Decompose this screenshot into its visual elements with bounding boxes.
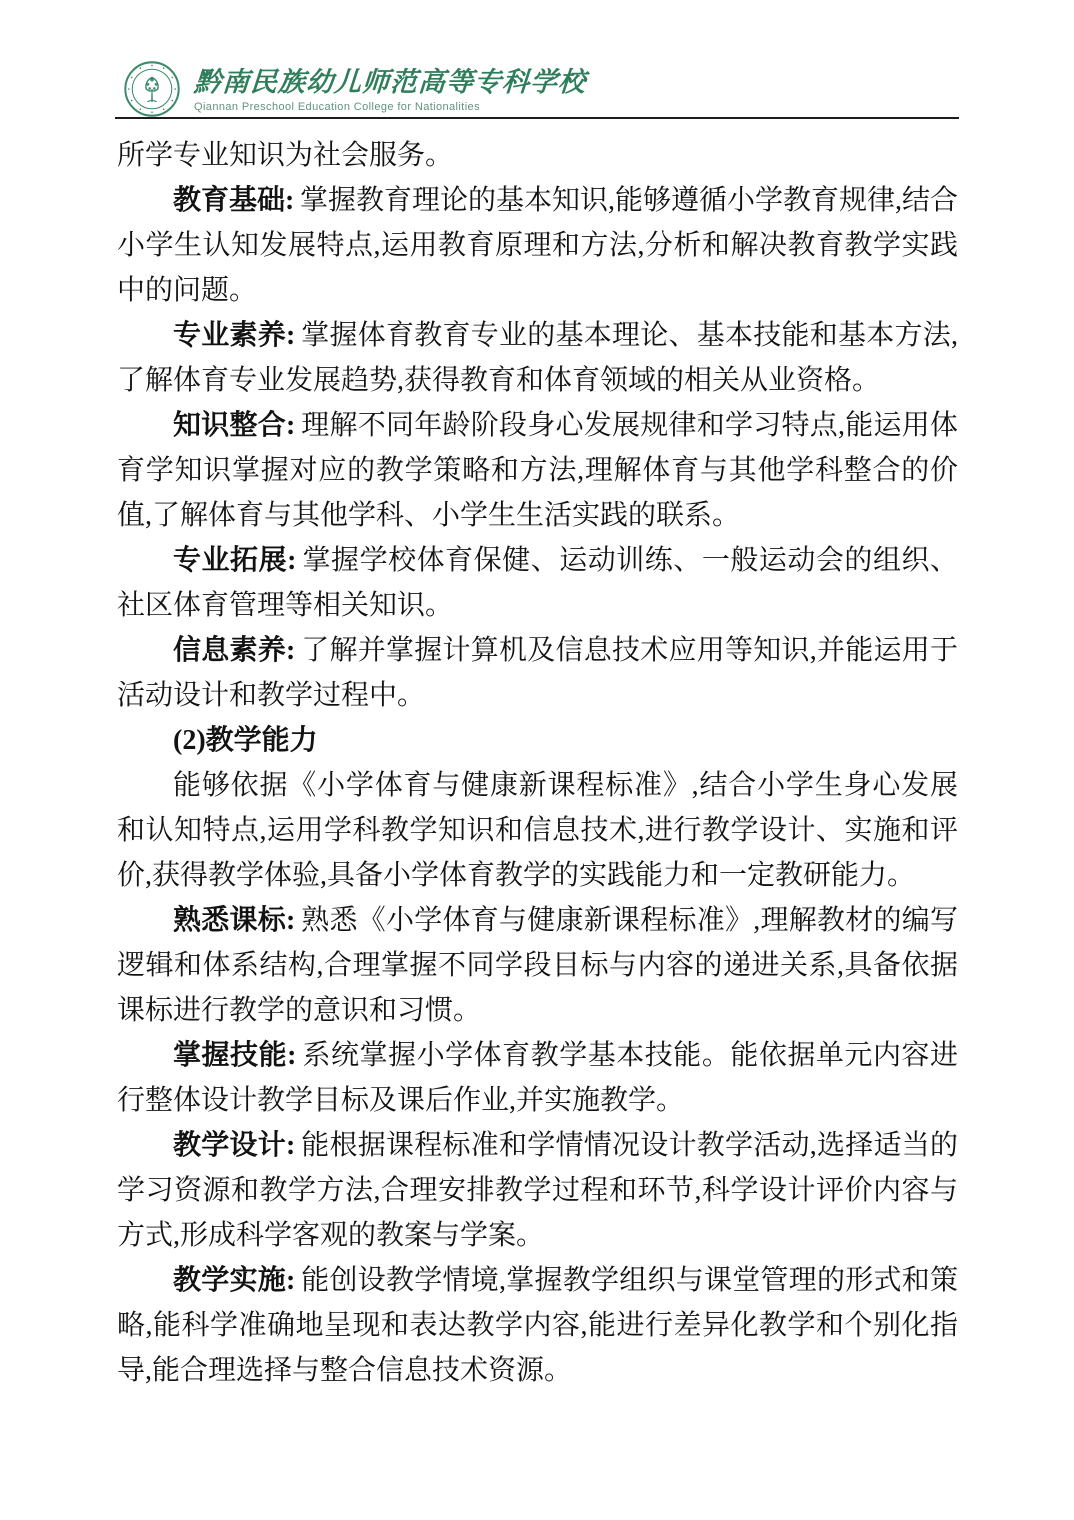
paragraph-text: 掌握教育理论的基本知识,能够遵循小学教育规律,结合小学生认知发展特点,运用教育原理和方法,分析和解决教育教学实践中的问题。 [117,185,958,306]
paragraph-label: 熟悉课标: [173,905,296,936]
page-header [123,60,586,123]
paragraph [117,403,958,538]
school-name-zh: 黔南民族幼儿师范高等专科学校 [192,67,588,98]
header-divider [115,117,959,119]
paragraph-text: 所学专业知识为社会服务。 [117,140,454,171]
paragraph [117,1123,958,1258]
paragraph-text: 理解不同年龄阶段身心发展规律和学习特点,能运用体育学知识掌握对应的教学策略和方法,理解体育与其他学科整合的价值,了解体育与其他学科、小学生生活实践的联系。 [117,410,958,531]
paragraph [117,133,958,178]
paragraph [117,628,958,718]
school-name-en: Qiannan Preschool Education College for Nationalities [194,101,480,113]
paragraph-label: 掌握技能: [173,1040,297,1071]
paragraph [117,178,958,313]
paragraph-text: 熟悉《小学体育与健康新课程标准》,理解教材的编写逻辑和体系结构,合理掌握不同学段目标与内容的递进关系,具备依据课标进行教学的意识和习惯。 [117,905,958,1026]
paragraph-text: 了解并掌握计算机及信息技术应用等知识,并能运用于活动设计和教学过程中。 [117,635,958,711]
paragraph-text: 掌握体育教育专业的基本理论、基本技能和基本方法,了解体育专业发展趋势,获得教育和体育领域的相关从业资格。 [117,320,958,396]
paragraph-text: 能够依据《小学体育与健康新课程标准》,结合小学生身心发展和认知特点,运用学科教学知识和信息技术,进行教学设计、实施和评价,获得教学体验,具备小学体育教学的实践能力和一定教研能力。 [117,770,958,891]
paragraph [117,538,958,628]
paragraph [117,898,958,1033]
paragraph-label: 专业拓展: [173,545,297,576]
paragraph-label: 信息素养: [173,635,296,666]
paragraph-label: 教学设计: [173,1130,296,1161]
paragraph-label: 教学实施: [173,1265,296,1296]
paragraph-text: 能根据课程标准和学情情况设计教学活动,选择适当的学习资源和教学方法,合理安排教学过程和环节,科学设计评价内容与方式,形成科学客观的教案与学案。 [117,1130,958,1251]
paragraph-text: 能创设教学情境,掌握教学组织与课堂管理的形式和策略,能科学准确地呈现和表达教学内容,能进行差异化教学和个别化指导,能合理选择与整合信息技术资源。 [117,1265,958,1386]
paragraph-text: (2)教学能力 [173,725,318,756]
school-name-block [194,68,586,115]
paragraph-text: 掌握学校体育保健、运动训练、一般运动会的组织、社区体育管理等相关知识。 [117,545,958,621]
paragraph [117,1258,958,1393]
document-body [117,133,958,1393]
paragraph [117,763,958,898]
paragraph [117,718,958,763]
paragraph [117,1033,958,1123]
paragraph-label: 知识整合: [173,410,296,441]
school-seal-icon [123,60,181,123]
paragraph [117,313,958,403]
paragraph-text: 系统掌握小学体育教学基本技能。能依据单元内容进行整体设计教学目标及课后作业,并实施教学。 [117,1040,958,1116]
paragraph-label: 专业素养: [173,320,296,351]
paragraph-label: 教育基础: [173,185,295,216]
